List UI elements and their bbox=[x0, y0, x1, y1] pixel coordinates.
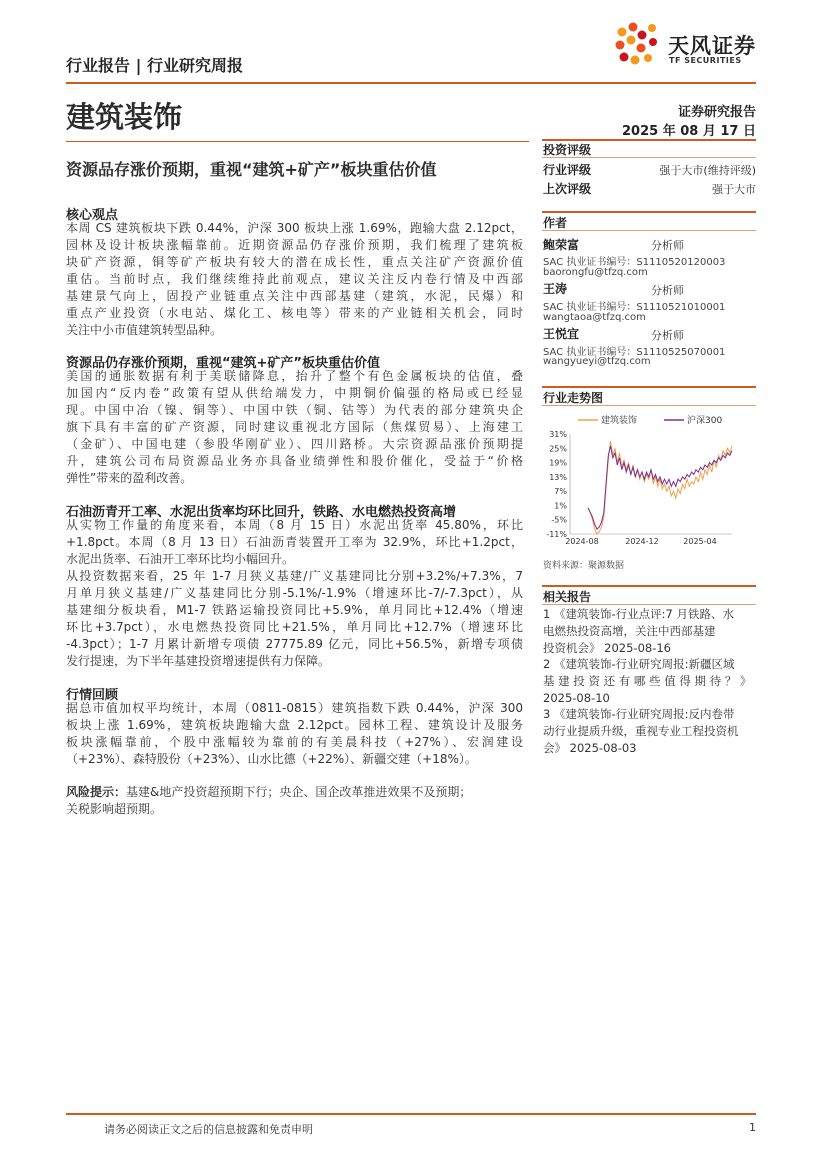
body-line: -4.3pct）；1-7 月累计新增专项债 27775.89 亿元，同比+56.5%，新增专项债 bbox=[66, 637, 523, 651]
body-line: 重估。当前时点，我们继续维持此前观点，建议关注反内卷行情及中西部 bbox=[66, 272, 523, 286]
previous-rating-label: 上次评级 bbox=[543, 182, 592, 196]
industry-rating-value: 强于大市(维持评级) bbox=[659, 164, 756, 177]
risk-line bbox=[66, 784, 523, 801]
section-body-resource bbox=[66, 368, 523, 487]
section-heading-market-review: 行情回顾 bbox=[66, 688, 119, 703]
body-line: （金矿）、中国电建（参股华刚矿业）、四川路桥。大宗资源品涨价预期提 bbox=[66, 437, 523, 451]
author-email[interactable]: wangyueyi@tfzq.com bbox=[543, 356, 651, 367]
body-line: +1.8pct。本周（8 月 13 日）石油沥青装置开工率为 32.9%，环比+1.2pct， bbox=[66, 535, 523, 549]
series-line-1 bbox=[588, 446, 732, 529]
related-reports-heading: 相关报告 bbox=[543, 590, 592, 604]
body-line: 环比+3.7pct），水电燃热投资同比+21.5%，单月同比+12.7%（增速环比 bbox=[66, 620, 523, 634]
logo-name: 天风证券 bbox=[668, 34, 756, 58]
related-report-item[interactable] bbox=[543, 656, 757, 707]
chart-legend bbox=[578, 414, 722, 426]
body-line: 据总市值加权平均统计，本周（0811-0815）建筑指数下跌 0.44%，沪深 300 bbox=[66, 701, 523, 715]
y-tick-label: -11% bbox=[546, 530, 567, 539]
body-line: 基建细分板块看，M1-7 铁路运输投资同比+5.9%，单月同比+12.4%（增速 bbox=[66, 603, 523, 617]
related-report-line: 3 《建筑装饰-行业研究周报:反内卷带 bbox=[543, 707, 735, 721]
author-email[interactable]: wangtaoa@tfzq.com bbox=[543, 312, 646, 323]
title-divider bbox=[66, 141, 529, 142]
body-line: 关注中小市值建筑转型品种。 bbox=[66, 323, 223, 337]
author-certificate: SAC 执业证书编号：S1110525070001 bbox=[543, 347, 726, 358]
body-line: 现。中国中冶（镍、铜等）、中国中铁（铜、钴等）为代表的部分建筑央企 bbox=[66, 403, 523, 417]
report-type-label: 行业报告 | 行业研究周报 bbox=[66, 56, 243, 75]
disclaimer-notice: 请务必阅读正文之后的信息披露和免责申明 bbox=[104, 1123, 313, 1136]
body-line: 升，建筑公司布局资源品业务亦具备业绩弹性和股价催化，受益于“价格 bbox=[66, 454, 523, 468]
related-report-line: 2025-08-10 bbox=[543, 691, 610, 705]
body-line: 从投资数据来看，25 年 1-7 月狭义基建/广义基建同比分别+3.2%/+7.3%，7 bbox=[66, 569, 523, 583]
legend-label-series-1: 沪深300 bbox=[687, 416, 723, 426]
section-heading-physical-work: 石油沥青开工率、水泥出货率均环比回升，铁路、水电燃热投资高增 bbox=[66, 505, 457, 520]
x-tick-label: 2024-12 bbox=[625, 537, 659, 546]
author-name: 王悦宜 bbox=[543, 327, 580, 341]
y-tick-label: 1% bbox=[554, 501, 567, 511]
sidebar-divider bbox=[542, 157, 756, 158]
body-line: 基建景气向上，固投产业链重点关注中西部基建（建筑，水泥，民爆）和 bbox=[66, 289, 523, 303]
body-line: 美国的通胀数据有利于美联储降息，抬升了整个有色金属板块的估值，叠 bbox=[66, 369, 523, 383]
y-tick-label: 7% bbox=[554, 487, 567, 497]
author-certificate: SAC 执业证书编号：S1110521010001 bbox=[543, 302, 726, 313]
risk-label: 风险提示： bbox=[66, 785, 127, 799]
risk-warning bbox=[66, 784, 523, 818]
header-divider bbox=[66, 82, 756, 84]
industry-trend-chart bbox=[540, 408, 756, 548]
sidebar-divider bbox=[542, 211, 756, 213]
sidebar-divider bbox=[542, 405, 756, 406]
y-tick-label: 19% bbox=[549, 458, 567, 468]
footer-divider bbox=[66, 1113, 756, 1115]
body-line: 发行提速，为下半年基建投资增速提供有力保障。 bbox=[66, 654, 331, 668]
sidebar-divider bbox=[542, 386, 756, 388]
previous-rating-value: 强于大市 bbox=[712, 183, 756, 196]
author-role: 分析师 bbox=[651, 284, 684, 297]
related-report-line: 动行业提质升级，重视专业工程投资机 bbox=[543, 724, 739, 738]
industry-title: 建筑装饰 bbox=[66, 100, 183, 134]
author-role: 分析师 bbox=[651, 239, 684, 252]
logo-english-name: TF SECURITIES bbox=[669, 56, 742, 65]
x-tick-label: 2025-04 bbox=[683, 537, 717, 546]
body-line: 板块上涨 1.69%，建筑板块跑输大盘 2.12pct。园林工程、建筑设计及服务 bbox=[66, 718, 523, 732]
author-name: 王涛 bbox=[543, 282, 568, 296]
author-name: 鲍荣富 bbox=[543, 238, 580, 252]
body-line: 旗下具有丰富的矿产资源，同时建议重视北方国际（焦煤贸易）、上海建工 bbox=[66, 420, 523, 434]
sidebar-divider bbox=[542, 230, 756, 231]
related-report-line: 投资机会》 2025-08-16 bbox=[543, 641, 671, 655]
rating-heading: 投资评级 bbox=[543, 143, 592, 157]
section-heading-core-view: 核心观点 bbox=[66, 208, 119, 223]
document-kind: 证券研究报告 bbox=[677, 105, 756, 120]
legend-label-series-0: 建筑装饰 bbox=[601, 416, 638, 426]
related-report-line: 电燃热投资高增，关注中西部基建 bbox=[543, 624, 716, 638]
section-body-core-view bbox=[66, 220, 523, 339]
industry-rating-label: 行业评级 bbox=[543, 163, 592, 177]
body-line: 重点产业投资（水电站、煤化工、核电等）带来的产业链相关机会，同时 bbox=[66, 306, 523, 320]
related-report-line: 会》 2025-08-03 bbox=[543, 741, 637, 755]
author-certificate: SAC 执业证书编号：S1110520120003 bbox=[543, 257, 726, 268]
body-line: 本周 CS 建筑板块下跌 0.44%，沪深 300 板块上涨 1.69%，跑输大盘 2.12pct， bbox=[66, 221, 523, 235]
x-tick-label: 2024-08 bbox=[565, 537, 599, 546]
related-report-item[interactable] bbox=[543, 706, 757, 757]
body-line: （+23%）、森特股份（+23%）、山水比德（+22%）、新疆交建（+18%）。 bbox=[66, 752, 477, 766]
risk-line: 关税影响超预期。 bbox=[66, 802, 163, 816]
y-tick-label: 25% bbox=[549, 444, 567, 454]
related-report-line: 基 建 投 资 还 有 哪 些 值 得 期 待 ？ 》 bbox=[543, 674, 752, 688]
body-line: 板块涨幅靠前，个股中涨幅较为靠前的有美晨科技（+27%）、宏润建设 bbox=[66, 735, 523, 749]
authors-heading: 作者 bbox=[543, 216, 568, 230]
section-body-market-review bbox=[66, 700, 523, 768]
related-report-line: 1 《建筑装饰-行业点评:7 月铁路、水 bbox=[543, 607, 734, 621]
trend-heading: 行业走势图 bbox=[543, 391, 604, 405]
body-line: 弹性”带来的盈利改善。 bbox=[66, 471, 193, 485]
section-body-physical-work bbox=[66, 517, 523, 670]
chart-source: 资料来源：聚源数据 bbox=[543, 561, 625, 571]
body-line: 园林及设计板块涨幅靠前。近期资源品仍存涨价预期，我们梳理了建筑板 bbox=[66, 238, 523, 252]
section-heading-resource: 资源品仍存涨价预期，重视“建筑+矿产”板块重估价值 bbox=[66, 356, 380, 371]
y-tick-label: 13% bbox=[549, 472, 567, 482]
related-report-line: 2 《建筑装饰-行业研究周报:新疆区域 bbox=[543, 657, 735, 671]
y-tick-label: -5% bbox=[551, 515, 567, 525]
author-email[interactable]: baorongfu@tfzq.com bbox=[543, 267, 648, 278]
risk-text: 基建&地产投资超预期下行；央企、国企改革推进效果不及预期； bbox=[126, 785, 472, 799]
page-number: 1 bbox=[749, 1121, 756, 1134]
author-role: 分析师 bbox=[651, 329, 684, 342]
sidebar-divider bbox=[542, 585, 756, 587]
body-line: 月单月狭义基建/广义基建同比分别-5.1%/-1.9%（增速环比-7/-7.3pct），从 bbox=[66, 586, 523, 600]
body-line: 块矿产资源，铜等矿产板块有较大的潜在成长性，重点关注矿产资源价值 bbox=[66, 255, 523, 269]
related-report-item[interactable] bbox=[543, 606, 757, 657]
body-line: 水泥出货率、石油开工率环比均小幅回升。 bbox=[66, 552, 295, 566]
sidebar-divider bbox=[542, 604, 756, 605]
report-title: 资源品存涨价预期，重视“建筑+矿产”板块重估价值 bbox=[66, 160, 437, 179]
body-line: 加国内“反内卷”政策有望从供给端发力，中期铜价偏强的格局或已经显 bbox=[66, 386, 523, 400]
report-date: 2025 年 08 月 17 日 bbox=[622, 124, 756, 139]
series-line-0 bbox=[588, 441, 732, 534]
y-tick-label: 31% bbox=[549, 430, 567, 439]
body-line: 从实物工作量的角度来看，本周（8 月 15 日）水泥出货率 45.80%，环比 bbox=[66, 518, 523, 532]
